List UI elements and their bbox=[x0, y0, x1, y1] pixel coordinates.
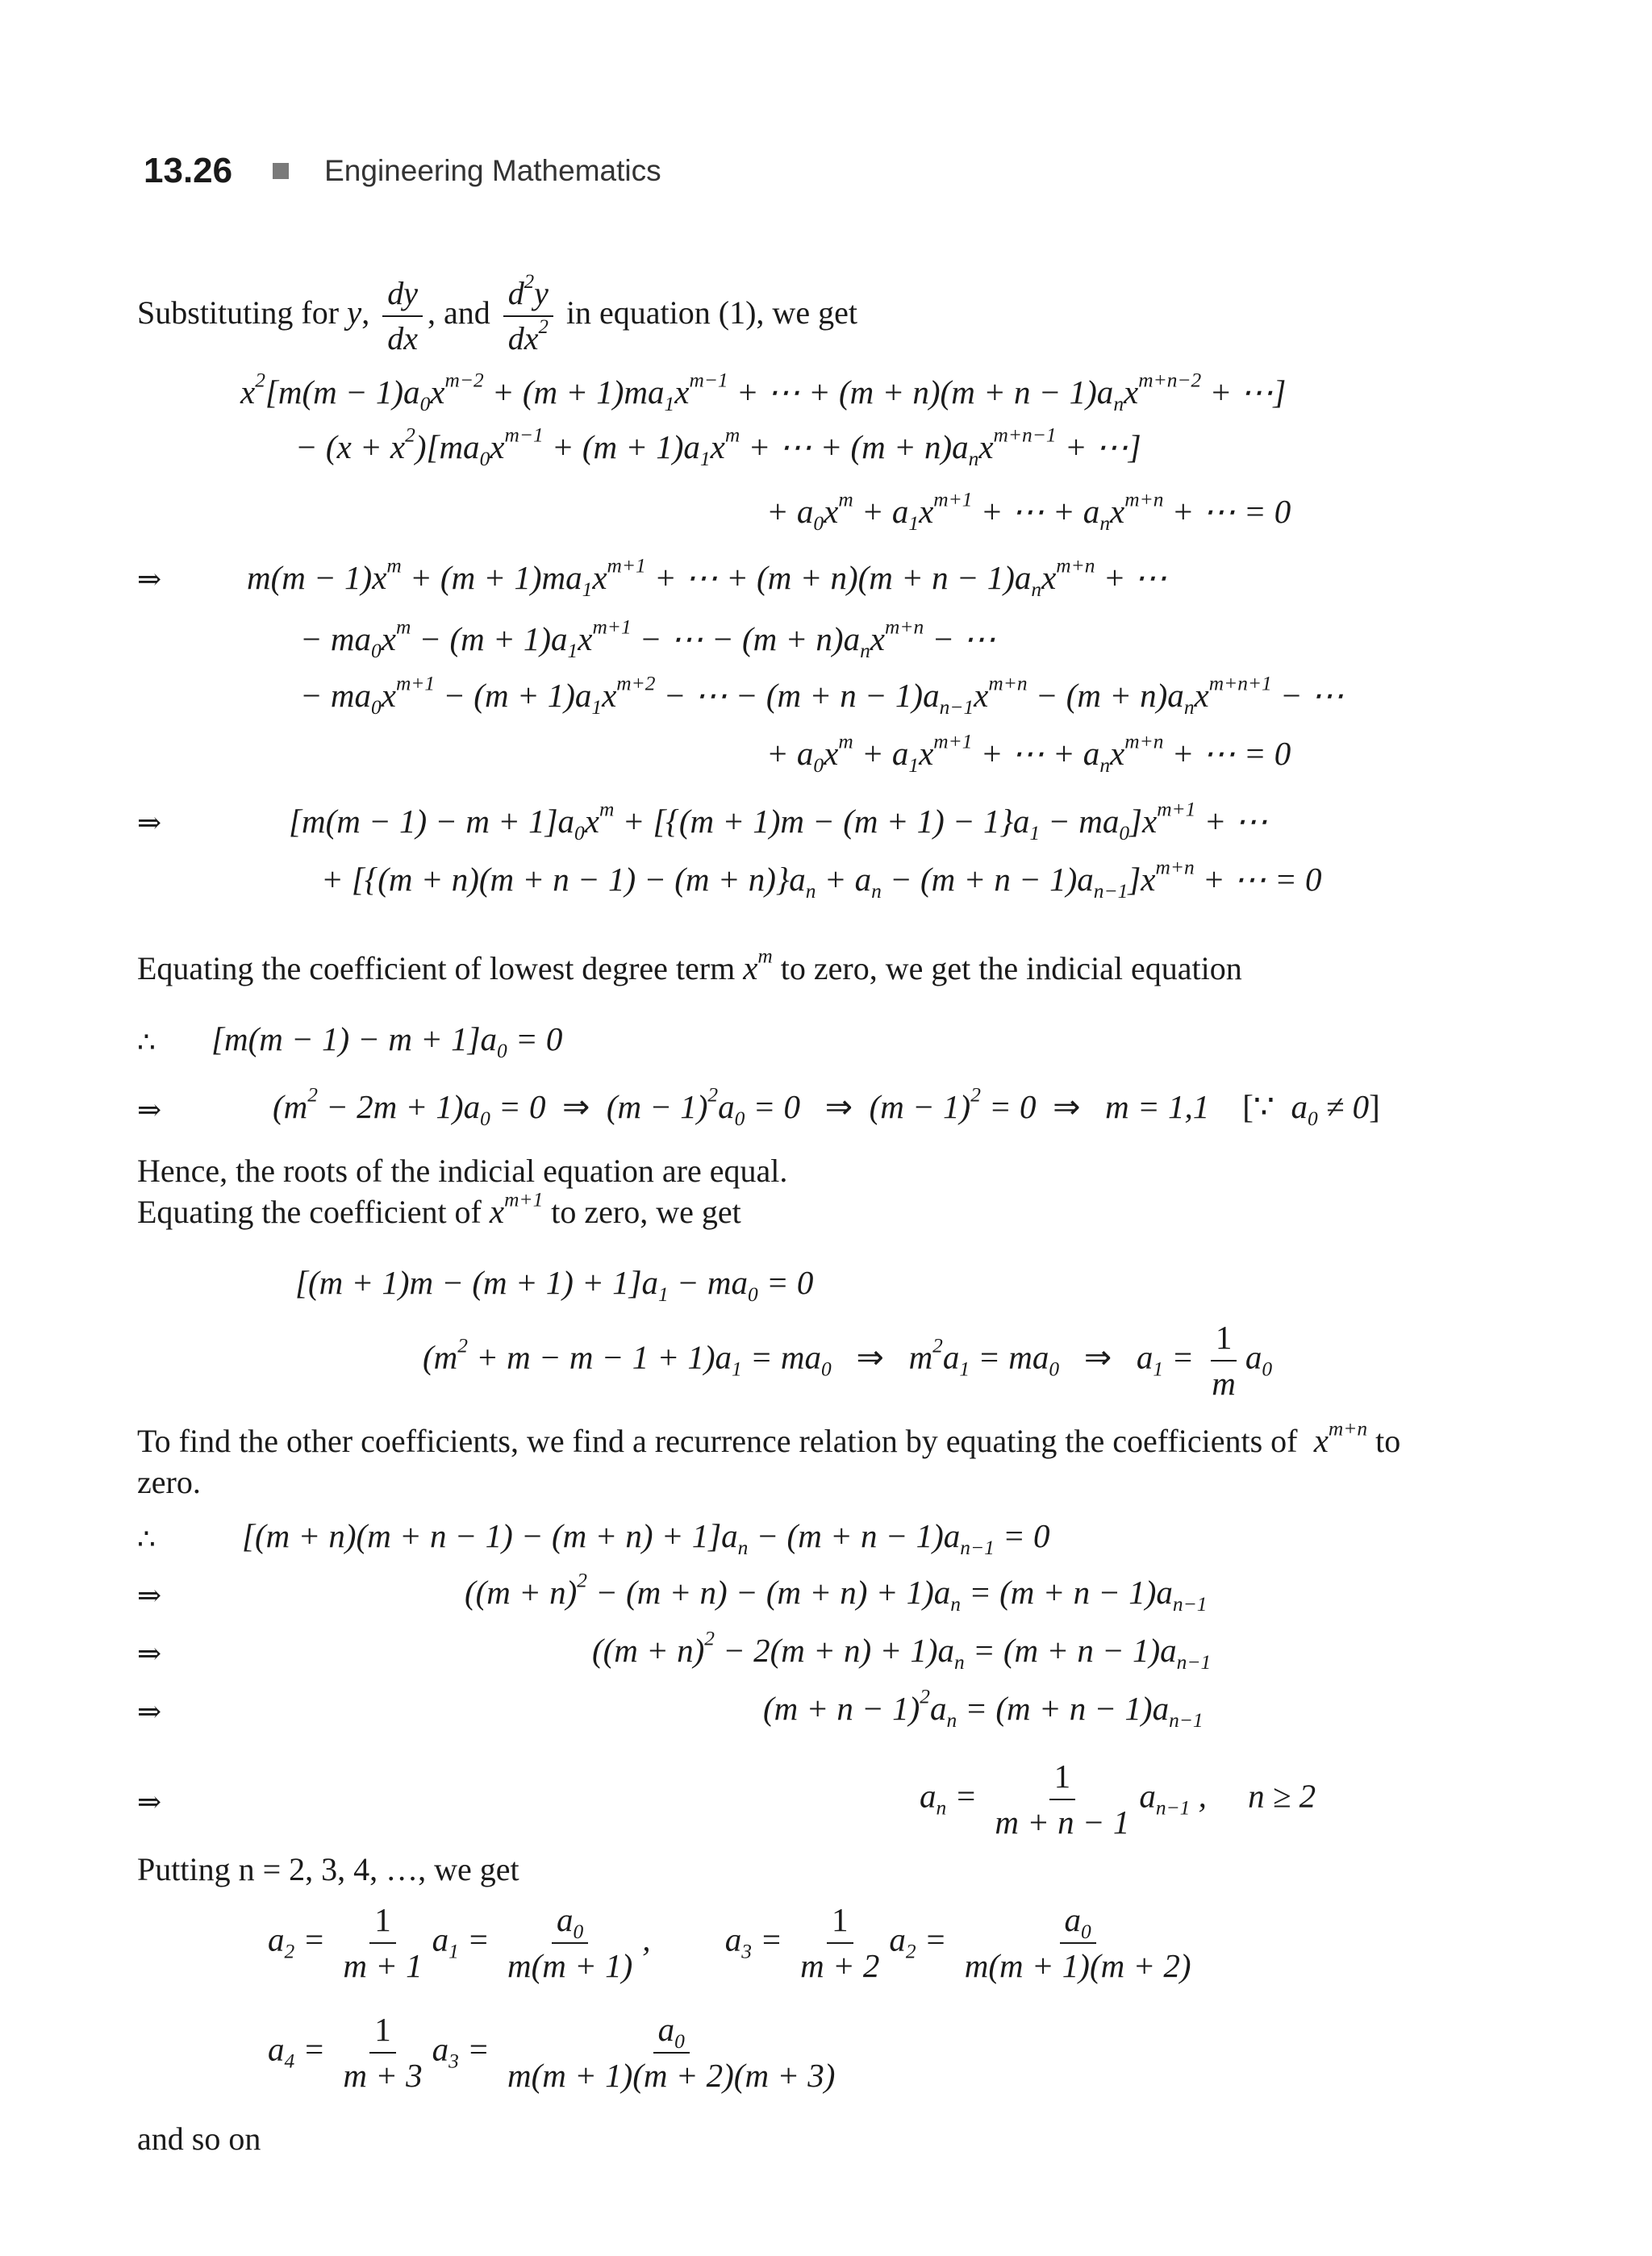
to-word: to bbox=[1375, 1423, 1401, 1459]
indicial-text: to zero, we get the indicial equation bbox=[780, 950, 1242, 986]
equation-line-7: + $a_0x^m + a_1x^{m+1}$ + ⋯ + $a_nx^{m+n}$ + ⋯ = 0 bbox=[766, 730, 1291, 777]
and-word: and bbox=[444, 294, 490, 332]
recurrence-equation-3: $((m + n)^2 - 2(m + n) + 1)a_n = (m + n - 1)a_{n-1}$ bbox=[592, 1627, 1212, 1674]
d2y-dx2-fraction: $\frac{d^2y}{dx^2}$ bbox=[503, 274, 553, 358]
to-zero-text: to zero, we get bbox=[551, 1194, 741, 1230]
equating-lowest-text: Equating the coefficient of lowest degree term bbox=[137, 950, 736, 986]
in-equation-text: in equation (1), we get bbox=[565, 294, 857, 332]
page-number: 13.26 bbox=[144, 151, 233, 190]
implies-symbol: ⇒ bbox=[137, 807, 162, 840]
coeff-equation-1: $[(m + 1)m - (m + 1) + 1]a_1 - ma_0 = 0$ bbox=[295, 1264, 814, 1306]
therefore-symbol: ∴ bbox=[137, 1026, 156, 1059]
recurrence-intro-line: To find the other coefficients, we find a recurrence relation by equating the coefficients of $x^{m+n}$ to bbox=[137, 1417, 1401, 1459]
a4-equation: $a_4$ = $\frac{1}{m + 3}$ $a_3$ = $\frac{a_0}{m(m + 1)(m + 2)(m + 3)}$ bbox=[268, 2011, 836, 2095]
recurrence-equation-1: $[(m + n)(m + n - 1) - (m + n) + 1]a_n - (m + n - 1)a_{n-1} = 0$ bbox=[242, 1517, 1050, 1559]
equation-line-9: + $[\{(m + n)(m + n - 1) - (m + n)\}a_n + a_n - (m + n - 1)a_{n-1}]x^{m+n}$ + ⋯ = 0 bbox=[321, 856, 1322, 903]
equation-line-2: − $(x + x^2)[ma_0x^{m-1} + (m + 1)a_1x^m$ + ⋯ + $(m + n)a_nx^{m+n-1}$ + ⋯] bbox=[295, 423, 1141, 470]
equation-line-1: $x^2[m(m - 1)a_0x^{m-2} + (m + 1)ma_1x^{m-1}$ + ⋯ + $(m + n)(m + n - 1)a_nx^{m+n-2}$ + ⋯] bbox=[240, 369, 1287, 415]
recurrence-equation-4: $(m + n - 1)^2a_n = (m + n - 1)a_{n-1}$ bbox=[763, 1685, 1204, 1732]
to-find-text: To find the other coefficients, we find a recurrence relation by equating the coefficients of bbox=[137, 1423, 1298, 1459]
implies-symbol: ⇒ bbox=[137, 563, 162, 596]
putting-n-text: Putting n = 2, 3, 4, …, we get bbox=[137, 1851, 519, 1887]
header-square-icon bbox=[273, 163, 289, 179]
equation-line-6: − $ma_0x^{m+1} - (m + 1)a_1x^{m+2}$ − ⋯ − $(m + n - 1)a_{n-1}x^{m+n} - (m + n)a_nx^{m+n+1}$ − ⋯ bbox=[300, 672, 1344, 719]
indicial-equation: $[m(m - 1) - m + 1]a_0 = 0$ bbox=[211, 1020, 563, 1062]
implies-symbol: ⇒ bbox=[137, 1786, 162, 1819]
equation-line-3: + $a_0x^m + a_1x^{m+1}$ + ⋯ + $a_nx^{m+n}$ + ⋯ = 0 bbox=[766, 488, 1291, 535]
substituting-line: Substituting for y, $\frac{dy}{dx}$ , and $\frac{d^2y}{dx^2}$ in equation (1), we get bbox=[137, 271, 857, 357]
equation-line-4: $m(m - 1)x^m + (m + 1)ma_1x^{m+1}$ + ⋯ + $(m + n)(m + n - 1)a_nx^{m+n}$ + ⋯ bbox=[247, 554, 1167, 601]
equation-line-8: $[m(m - 1) - m + 1]a_0x^m + [\{(m + 1)m - (m + 1) - 1\}a_1 - ma_0]x^{m+1}$ + ⋯ bbox=[289, 798, 1268, 844]
therefore-symbol: ∴ bbox=[137, 1523, 156, 1556]
implies-symbol: ⇒ bbox=[137, 1094, 162, 1127]
book-title: Engineering Mathematics bbox=[324, 154, 661, 187]
recurrence-equation-2: $((m + n)^2 - (m + n) - (m + n) + 1)a_n = (m + n - 1)a_{n-1}$ bbox=[465, 1569, 1208, 1616]
lowest-degree-line: Equating the coefficient of lowest degree term $x^m$ to zero, we get the indicial equation bbox=[137, 945, 1242, 986]
hence-roots-text: Hence, the roots of the indicial equation are equal. bbox=[137, 1153, 788, 1189]
substituting-text: Substituting for bbox=[137, 294, 340, 332]
equating-coeff-text: Equating the coefficient of bbox=[137, 1194, 482, 1230]
implies-symbol: ⇒ bbox=[137, 1579, 162, 1612]
implies-symbol: ⇒ bbox=[137, 1637, 162, 1670]
implies-symbol: ⇒ bbox=[137, 1695, 162, 1728]
a2-a3-equation: $a_2$ = $\frac{1}{m + 1}$ $a_1$ = $\frac{a_0}{m(m + 1)}$ , $a_3$ = $\frac{1}{m + 2}$ $a_2$ = $\frac{a_0}{m(m + 1)(m + 2)}$ bbox=[268, 1901, 1191, 1985]
roots-equation: $(m^2 - 2m + 1)a_0 = 0$ ⇒ $(m - 1)^2a_0 = 0$ ⇒ $(m - 1)^2 = 0$ ⇒ m = 1,1 [∵ $a_0 \ne 0$] bbox=[273, 1083, 1380, 1130]
equation-line-5: − $ma_0x^m - (m + 1)a_1x^{m+1}$ − ⋯ − $(m + n)a_nx^{m+n}$ − ⋯ bbox=[300, 615, 996, 662]
recurrence-relation: $a_n$ = $\frac{1}{m + n - 1}$ $a_{n-1}$ , n ≥ 2 bbox=[920, 1758, 1316, 1841]
coeff-equation-2: $(m^2 + m - m - 1 + 1)a_1 = ma_0$ ⇒ $m^2a_1 = ma_0$ ⇒ $a_1$ = $\frac{1}{m}$ $a_0$ bbox=[423, 1319, 1273, 1403]
and-so-on-text: and so on bbox=[137, 2120, 261, 2157]
page-header bbox=[144, 147, 661, 195]
zero-word: zero. bbox=[137, 1464, 201, 1500]
dy-dx-fraction: $\frac{dy}{dx}$ bbox=[382, 274, 423, 358]
equating-coefficient-line: Equating the coefficient of $x^{m+1}$ to zero, we get bbox=[137, 1188, 741, 1230]
